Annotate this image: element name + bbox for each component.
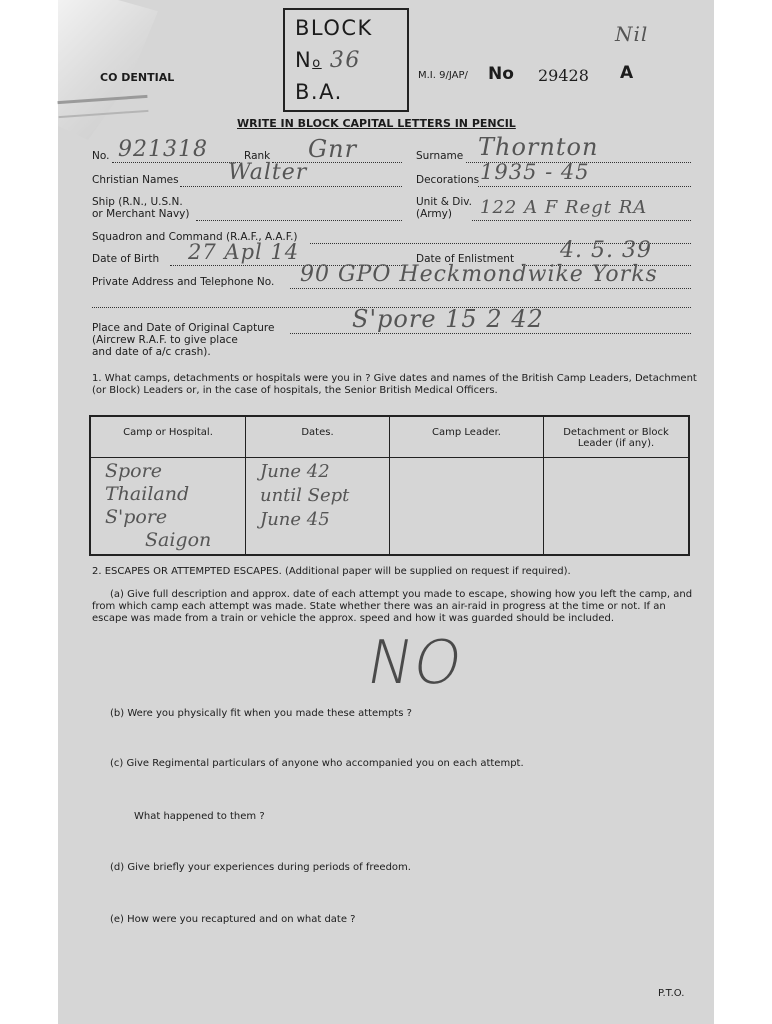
reference-letter: A <box>620 63 634 83</box>
block-stamp-box <box>283 8 409 112</box>
question-2a-line1: (a) Give full description and approx. date of each attempt you made to escape, showing how you left the camp, and <box>110 589 693 600</box>
dob-label: Date of Birth <box>92 253 160 265</box>
block-label: BLOCK <box>295 16 373 40</box>
col-detachment-leader <box>544 416 690 458</box>
reference-no-label: No <box>488 64 514 84</box>
surname-label: Surname <box>416 150 464 162</box>
decorations-value: 1935 - 45 <box>480 160 590 184</box>
capture-label-line3: and date of a/c crash). <box>92 346 211 358</box>
capture-label-line1: Place and Date of Original Capture <box>92 322 275 334</box>
block-no-prefix: N <box>295 48 313 72</box>
question-2a-line3: escape was made from a train or vehicle the approx. speed and how it was guarded should be included. <box>92 613 615 624</box>
camps-cell <box>90 458 246 556</box>
table-header-row <box>90 416 689 458</box>
ship-label-line1: Ship (R.N., U.S.N. <box>92 196 183 208</box>
question-2e: (e) How were you recaptured and on what date ? <box>110 914 356 925</box>
dates-cell <box>246 458 390 556</box>
enlistment-value: 4. 5. 39 <box>560 238 652 263</box>
block-no-o: o <box>312 56 322 71</box>
capture-value: S'pore 15 2 42 <box>352 305 544 333</box>
dob-value: 27 Apl 14 <box>188 240 300 264</box>
camp-leader-cell <box>390 458 544 556</box>
col-camp-leader: Camp Leader. <box>390 416 544 458</box>
decorations-line <box>478 186 691 187</box>
confidential-mark: CO DENTIAL <box>100 71 175 84</box>
question-2a-line2: from which camp each attempt was made. State whether there was an air-raid in progress at the time or not. If an <box>92 601 666 612</box>
surname-value: Thornton <box>478 133 599 161</box>
question-2c-sub: What happened to them ? <box>134 811 265 822</box>
unit-label-line1: Unit & Div. <box>416 196 472 208</box>
camp-entry: S'pore <box>105 506 168 528</box>
no-label: No. <box>92 150 110 162</box>
address-line <box>290 288 691 289</box>
pto-label: P.T.O. <box>658 988 685 999</box>
address-value: 90 GPO Heckmondwike Yorks <box>300 262 658 287</box>
date-entry: June 42 <box>260 461 330 482</box>
christian-names-value: Walter <box>228 160 308 185</box>
date-entry: until Sept <box>260 485 350 506</box>
col-camp-or-hospital: Camp or Hospital. <box>90 416 246 458</box>
camp-entry: Saigon <box>145 529 212 551</box>
escape-answer-no: NO <box>361 628 469 698</box>
no-line <box>112 162 240 163</box>
ship-label-line2: or Merchant Navy) <box>92 208 190 220</box>
question-1-line1: 1. What camps, detachments or hospitals were you in ? Give dates and names of the British Camp Leaders, Detachment <box>92 373 697 384</box>
detachment-leader-cell <box>544 458 690 556</box>
squadron-label: Squadron and Command (R.A.F., A.A.F.) <box>92 231 298 243</box>
camps-table <box>89 415 690 556</box>
table-row <box>90 458 689 556</box>
question-2c: (c) Give Regimental particulars of anyone who accompanied you on each attempt. <box>110 758 524 769</box>
capture-label-line2: (Aircrew R.A.F. to give place <box>92 334 238 346</box>
col-dates: Dates. <box>246 416 390 458</box>
rank-label: Rank <box>244 150 271 162</box>
reference-prefix: M.I. 9/JAP/ <box>418 70 468 81</box>
rank-value: Gnr <box>308 135 358 163</box>
unit-value: 122 A F Regt RA <box>480 197 648 218</box>
christian-names-line <box>180 186 402 187</box>
block-number-handwritten: 36 <box>329 48 361 73</box>
unit-label-line2: (Army) <box>416 208 452 220</box>
block-ba-label: B.A. <box>295 80 343 104</box>
service-number-value: 921318 <box>118 137 208 162</box>
reference-number: 29428 <box>538 66 589 85</box>
pencil-instruction: WRITE IN BLOCK CAPITAL LETTERS IN PENCIL <box>237 117 516 130</box>
unit-line <box>472 220 691 221</box>
decorations-label: Decorations <box>416 174 480 186</box>
block-number-label <box>295 48 361 73</box>
nil-annotation: Nil <box>615 22 649 46</box>
address-label: Private Address and Telephone No. <box>92 276 275 288</box>
col-detachment-leader-label: Detachment or Block Leader (if any). <box>563 427 669 449</box>
camp-entry: Thailand <box>105 483 190 505</box>
question-2d: (d) Give briefly your experiences during periods of freedom. <box>110 862 411 873</box>
christian-names-label: Christian Names <box>92 174 179 186</box>
question-2-heading: 2. ESCAPES OR ATTEMPTED ESCAPES. (Additional paper will be supplied on request if required). <box>92 566 571 577</box>
question-1-line2: (or Block) Leaders or, in the case of hospitals, the Senior British Medical Officers. <box>92 385 498 396</box>
enlistment-label: Date of Enlistment <box>416 253 515 265</box>
capture-line <box>290 333 691 334</box>
date-entry: June 45 <box>260 509 330 530</box>
question-2b: (b) Were you physically fit when you made these attempts ? <box>110 708 412 719</box>
ship-line <box>196 220 402 221</box>
camp-entry: Spore <box>105 460 162 482</box>
